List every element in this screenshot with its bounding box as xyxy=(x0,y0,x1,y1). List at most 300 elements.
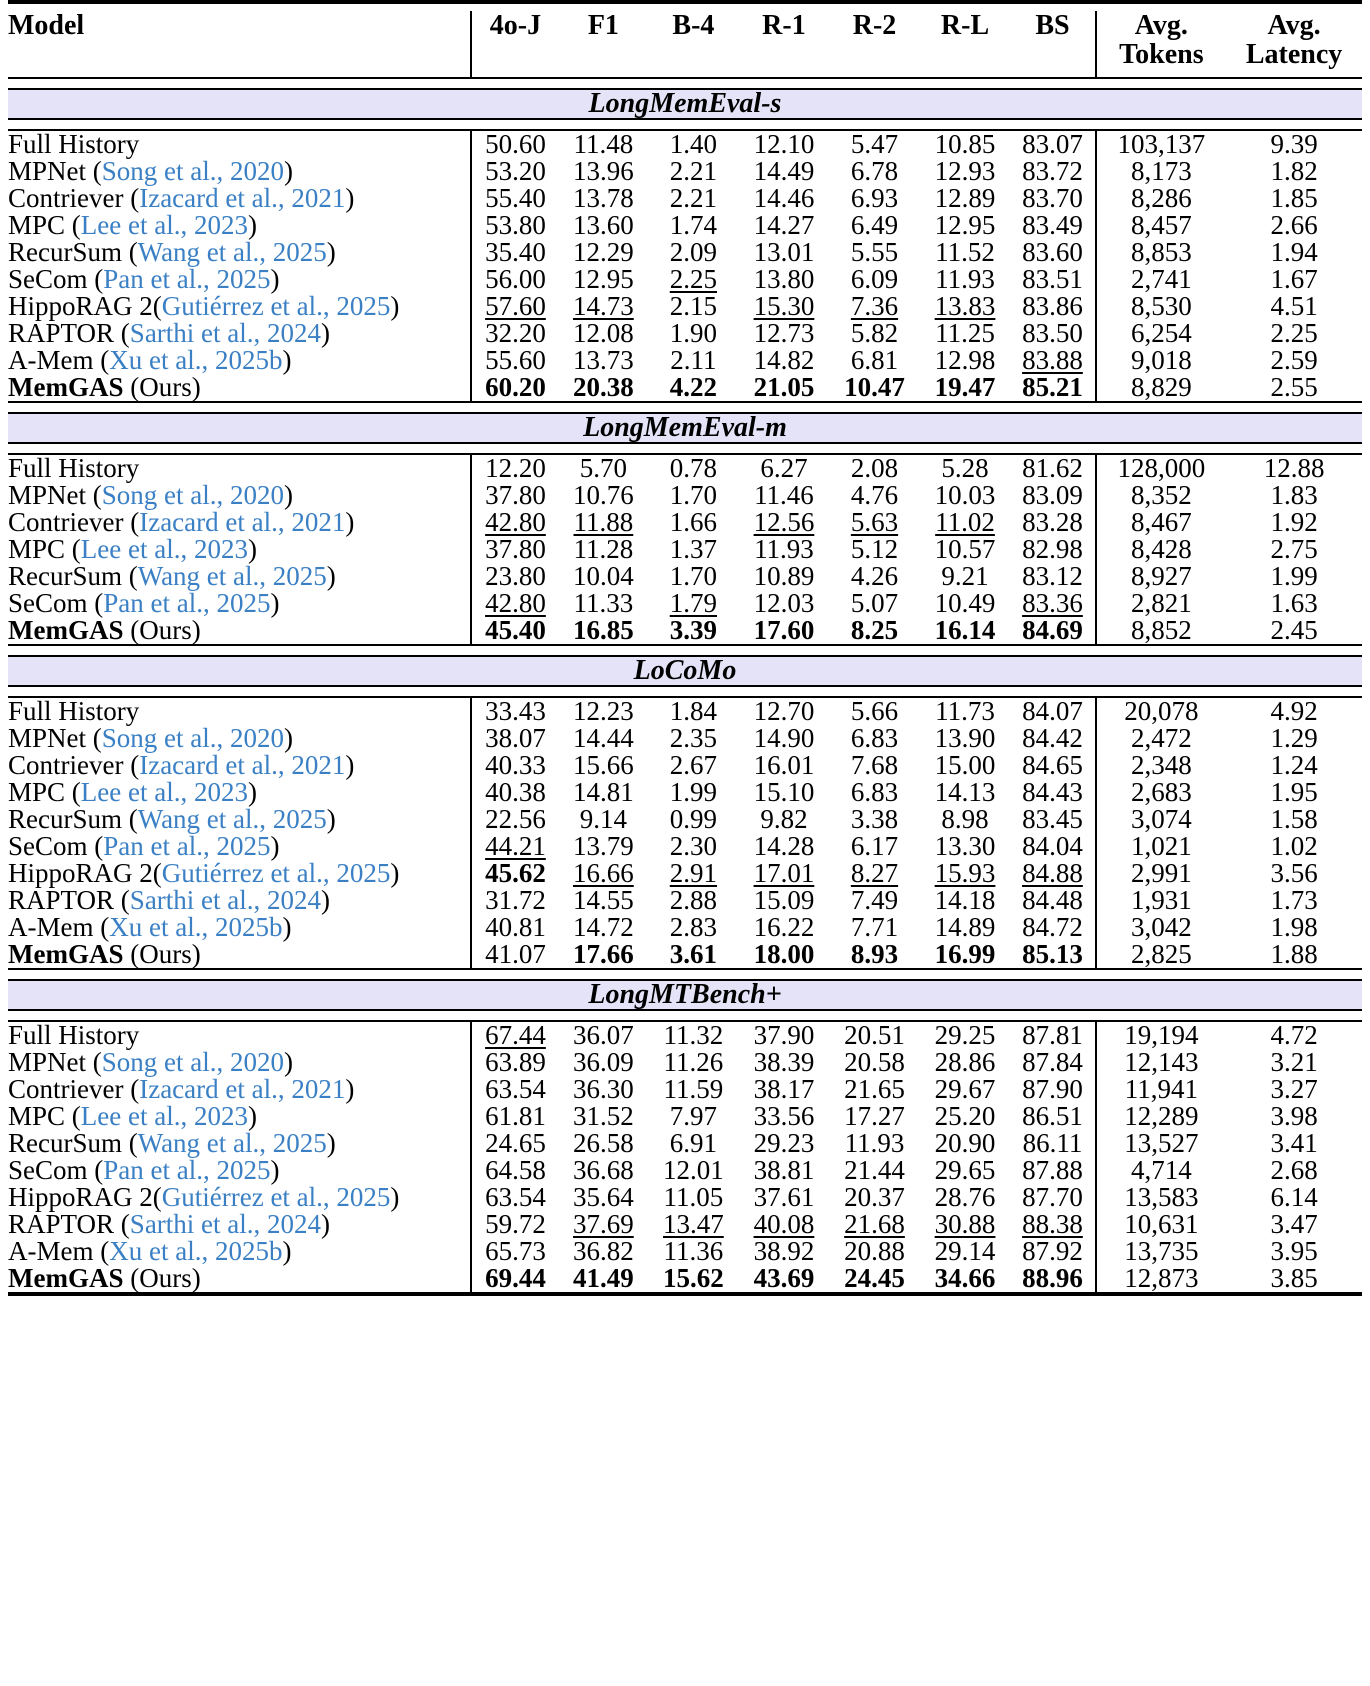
metric-cell xyxy=(829,614,920,645)
metric-value: 14.89 xyxy=(934,911,996,942)
metric-value: 20.51 xyxy=(844,1019,905,1050)
citation-link[interactable]: Gutiérrez et al., 2025 xyxy=(161,290,391,321)
metric-cell xyxy=(739,1262,830,1294)
metric-cell xyxy=(648,1208,739,1239)
model-name-cell: MPNet (Song et al., 2020) xyxy=(8,722,294,753)
metric-cell xyxy=(1226,130,1362,158)
benchmark-results-table xyxy=(8,0,1362,1302)
metric-value: 2.30 xyxy=(669,830,718,861)
citation-link[interactable]: Xu et al., 2025b xyxy=(109,1235,283,1266)
metric-value: 84.72 xyxy=(1022,911,1083,942)
metric-value: 14.13 xyxy=(934,776,996,807)
metric-value: 1.99 xyxy=(1270,560,1318,591)
metric-value: 12.08 xyxy=(573,317,634,348)
metric-value: 20.90 xyxy=(934,1127,996,1158)
metric-cell xyxy=(739,1100,830,1131)
metric-cell xyxy=(1010,749,1095,780)
metric-cell xyxy=(1226,1046,1362,1077)
metric-value: 45.62 xyxy=(485,857,546,888)
metric-cell xyxy=(829,155,920,186)
metric-cell xyxy=(1010,371,1095,402)
metric-cell xyxy=(1096,911,1227,942)
model-name-cell: Contriever (Izacard et al., 2021) xyxy=(8,506,355,537)
model-name-cell: MPC (Lee et al., 2023) xyxy=(8,209,257,240)
metric-value: 2.35 xyxy=(669,722,718,753)
metric-cell xyxy=(739,938,830,969)
metric-cell xyxy=(829,697,920,725)
metric-cell xyxy=(559,290,648,321)
citation-link[interactable]: Pan et al., 2025 xyxy=(103,830,271,861)
metric-cell xyxy=(1010,1100,1095,1131)
metric-cell xyxy=(739,344,830,375)
citation-link[interactable]: Pan et al., 2025 xyxy=(103,263,271,294)
metric-value: 83.72 xyxy=(1022,155,1083,186)
metric-value: 83.09 xyxy=(1022,479,1083,510)
metric-value: 1.73 xyxy=(1270,884,1318,915)
metric-cell xyxy=(1010,182,1095,213)
metric-cell xyxy=(1226,1235,1362,1266)
metric-value: 84.07 xyxy=(1022,695,1083,726)
metric-cell xyxy=(739,749,830,780)
metric-value: 14.82 xyxy=(753,344,815,375)
metric-value: 7.97 xyxy=(669,1100,718,1131)
metric-value: 1.88 xyxy=(1270,938,1318,969)
metric-cell xyxy=(1010,290,1095,321)
citation-link[interactable]: Xu et al., 2025b xyxy=(109,344,283,375)
metric-value: 43.69 xyxy=(753,1262,815,1293)
model-label: MPNet xyxy=(8,722,87,753)
citation-link[interactable]: Gutiérrez et al., 2025 xyxy=(161,857,391,888)
metric-value: 5.55 xyxy=(850,236,899,267)
metric-value: 3.39 xyxy=(669,614,718,645)
metric-value: 87.81 xyxy=(1022,1019,1083,1050)
model-name-cell: A-Mem (Xu et al., 2025b) xyxy=(8,1235,292,1266)
metric-value: 1.63 xyxy=(1270,587,1318,618)
metric-cell xyxy=(1226,938,1362,969)
metric-cell xyxy=(471,830,558,861)
metric-cell xyxy=(1096,454,1227,482)
model-name-cell: HippoRAG 2(Gutiérrez et al., 2025) xyxy=(8,1181,400,1212)
metric-cell xyxy=(920,1100,1011,1131)
metric-cell xyxy=(1096,803,1227,834)
metric-cell xyxy=(920,155,1011,186)
metric-value: 13.90 xyxy=(934,722,996,753)
metric-value: 29.23 xyxy=(753,1127,815,1158)
metric-cell xyxy=(1010,1021,1095,1049)
citation-link[interactable]: Izacard et al., 2021 xyxy=(139,749,346,780)
citation-link[interactable]: Izacard et al., 2021 xyxy=(139,1073,346,1104)
metric-value: 11.88 xyxy=(573,506,634,537)
metric-value: 6.09 xyxy=(850,263,899,294)
metric-cell xyxy=(1010,722,1095,753)
metric-value: 17.01 xyxy=(753,857,815,888)
table-header-row xyxy=(8,11,1362,78)
table-row xyxy=(8,1184,1362,1211)
metric-value: 3.98 xyxy=(1270,1100,1318,1131)
metric-value: 14.72 xyxy=(573,911,634,942)
metric-value: 12.23 xyxy=(573,695,634,726)
metric-value: 2,348 xyxy=(1130,749,1192,780)
metric-value: 11.28 xyxy=(573,533,634,564)
section-header-row xyxy=(8,656,1362,686)
metric-value: 12.88 xyxy=(1263,452,1325,483)
metric-cell xyxy=(1226,1154,1362,1185)
metric-cell xyxy=(559,155,648,186)
metric-value: 4.76 xyxy=(850,479,899,510)
metric-value: 12.10 xyxy=(753,128,815,159)
metric-value: 12.93 xyxy=(934,155,996,186)
column-header-model: Model xyxy=(8,10,85,41)
metric-cell xyxy=(559,317,648,348)
model-name-cell: MPNet (Song et al., 2020) xyxy=(8,1046,294,1077)
metric-value: 8.27 xyxy=(850,857,899,888)
metric-cell xyxy=(1226,1127,1362,1158)
metric-value: 55.60 xyxy=(485,344,546,375)
metric-value: 83.60 xyxy=(1022,236,1083,267)
metric-value: 83.50 xyxy=(1022,317,1083,348)
metric-value: 1.90 xyxy=(669,317,718,348)
metric-cell xyxy=(829,884,920,915)
metric-cell xyxy=(648,1073,739,1104)
metric-cell xyxy=(739,857,830,888)
model-label: MPC xyxy=(8,533,66,564)
table-row xyxy=(8,320,1362,347)
citation-link[interactable]: Izacard et al., 2021 xyxy=(139,182,346,213)
metric-cell xyxy=(1010,155,1095,186)
metric-cell xyxy=(739,1046,830,1077)
citation-link[interactable]: Pan et al., 2025 xyxy=(103,587,271,618)
metric-value: 2.67 xyxy=(669,749,718,780)
metric-cell xyxy=(559,371,648,402)
metric-value: 12.56 xyxy=(753,506,815,537)
metric-value: 21.68 xyxy=(844,1208,905,1239)
citation-link[interactable]: Song et al., 2020 xyxy=(101,722,285,753)
metric-cell xyxy=(739,1021,830,1049)
metric-value: 2.21 xyxy=(669,182,718,213)
metric-value: 1,931 xyxy=(1130,884,1192,915)
metric-cell xyxy=(471,803,558,834)
metric-cell xyxy=(471,1100,558,1131)
metric-value: 11.73 xyxy=(935,695,995,726)
citation-link[interactable]: Lee et al., 2023 xyxy=(80,776,248,807)
metric-cell xyxy=(471,533,558,564)
table-row xyxy=(8,1021,1362,1049)
metric-value: 41.49 xyxy=(573,1262,634,1293)
metric-value: 88.38 xyxy=(1022,1208,1083,1239)
metric-cell xyxy=(1010,1154,1095,1185)
table-row xyxy=(8,130,1362,158)
citation-link[interactable]: Wang et al., 2025 xyxy=(137,1127,327,1158)
metric-cell xyxy=(1096,533,1227,564)
citation-link[interactable]: Wang et al., 2025 xyxy=(137,803,327,834)
metric-value: 2,825 xyxy=(1130,938,1192,969)
citation-link[interactable]: Sarthi et al., 2024 xyxy=(129,1208,322,1239)
metric-value: 5.47 xyxy=(850,128,899,159)
metric-cell xyxy=(1226,1181,1362,1212)
metric-value: 14.81 xyxy=(573,776,634,807)
metric-cell xyxy=(648,479,739,510)
model-label: Contriever xyxy=(8,182,124,213)
metric-cell xyxy=(920,1208,1011,1239)
metric-cell xyxy=(1096,938,1227,969)
section-title-longmemeval-m: LongMemEval-m xyxy=(8,413,1362,443)
metric-cell xyxy=(1010,1046,1095,1077)
metric-cell xyxy=(471,1154,558,1185)
citation-link[interactable]: Sarthi et al., 2024 xyxy=(129,884,322,915)
metric-value: 2.45 xyxy=(1270,614,1318,645)
metric-value: 32.20 xyxy=(485,317,546,348)
metric-cell xyxy=(920,533,1011,564)
section-header-row xyxy=(8,89,1362,119)
metric-cell xyxy=(648,1100,739,1131)
metric-value: 85.21 xyxy=(1022,371,1083,402)
metric-cell xyxy=(1096,1154,1227,1185)
column-header-r-2: R-2 xyxy=(852,10,897,41)
metric-value: 83.51 xyxy=(1022,263,1083,294)
metric-cell xyxy=(1010,344,1095,375)
metric-cell xyxy=(471,1021,558,1049)
model-label: HippoRAG 2 xyxy=(8,1181,153,1212)
metric-cell xyxy=(1226,697,1362,725)
metric-value: 69.44 xyxy=(485,1262,546,1293)
model-label: MPNet xyxy=(8,155,87,186)
metric-value: 16.85 xyxy=(573,614,634,645)
metric-cell xyxy=(648,290,739,321)
metric-cell xyxy=(471,506,558,537)
metric-value: 38.17 xyxy=(753,1073,815,1104)
citation-link[interactable]: Wang et al., 2025 xyxy=(137,560,327,591)
avg-latency-line1: Avg. xyxy=(1267,10,1321,41)
citation-link[interactable]: Song et al., 2020 xyxy=(101,1046,285,1077)
metric-value: 1.66 xyxy=(669,506,718,537)
metric-cell xyxy=(471,317,558,348)
metric-value: 13.80 xyxy=(753,263,815,294)
metric-cell xyxy=(471,587,558,618)
metric-cell xyxy=(1226,1100,1362,1131)
metric-cell xyxy=(1226,209,1362,240)
metric-value: 2.68 xyxy=(1270,1154,1318,1185)
metric-cell xyxy=(739,479,830,510)
metric-value: 13.73 xyxy=(573,344,634,375)
metric-cell xyxy=(1096,1181,1227,1212)
metric-cell xyxy=(829,857,920,888)
table-row xyxy=(8,212,1362,239)
model-name-cell: HippoRAG 2(Gutiérrez et al., 2025) xyxy=(8,857,400,888)
citation-link[interactable]: Izacard et al., 2021 xyxy=(139,506,346,537)
table-row xyxy=(8,454,1362,482)
metric-cell xyxy=(648,1127,739,1158)
metric-value: 8,428 xyxy=(1130,533,1192,564)
metric-cell xyxy=(559,1073,648,1104)
metric-cell xyxy=(471,236,558,267)
metric-cell xyxy=(1226,155,1362,186)
model-label: RecurSum xyxy=(8,236,122,267)
metric-value: 87.84 xyxy=(1022,1046,1083,1077)
metric-cell xyxy=(1010,857,1095,888)
metric-value: 8,829 xyxy=(1130,371,1192,402)
metric-value: 1.83 xyxy=(1270,479,1318,510)
citation-link[interactable]: Wang et al., 2025 xyxy=(137,236,327,267)
citation-link[interactable]: Song et al., 2020 xyxy=(101,155,285,186)
metric-value: 6.91 xyxy=(669,1127,718,1158)
metric-cell xyxy=(1226,587,1362,618)
model-label: Contriever xyxy=(8,506,124,537)
metric-value: 8.93 xyxy=(850,938,899,969)
model-name-cell xyxy=(8,130,471,158)
metric-cell xyxy=(829,587,920,618)
metric-value: 5.82 xyxy=(850,317,899,348)
section-title-locomo: LoCoMo xyxy=(8,656,1362,686)
metric-cell xyxy=(648,236,739,267)
metric-value: 45.40 xyxy=(485,614,546,645)
metric-cell xyxy=(1096,155,1227,186)
metric-value: 29.25 xyxy=(934,1019,996,1050)
metric-cell xyxy=(739,697,830,725)
metric-cell xyxy=(739,1127,830,1158)
citation-link[interactable]: Sarthi et al., 2024 xyxy=(129,317,322,348)
metric-value: 7.49 xyxy=(850,884,899,915)
metric-value: 10.49 xyxy=(934,587,996,618)
metric-value: 2.08 xyxy=(850,452,899,483)
metric-value: 1.95 xyxy=(1270,776,1318,807)
metric-cell xyxy=(1010,263,1095,294)
metric-value: 10.85 xyxy=(934,128,996,159)
metric-cell xyxy=(1096,236,1227,267)
metric-cell xyxy=(471,749,558,780)
metric-cell xyxy=(648,884,739,915)
metric-cell xyxy=(559,830,648,861)
citation-link[interactable]: Xu et al., 2025b xyxy=(109,911,283,942)
metric-cell xyxy=(559,454,648,482)
metric-value: 10,631 xyxy=(1124,1208,1199,1239)
citation-link[interactable]: Song et al., 2020 xyxy=(101,479,285,510)
metric-cell xyxy=(559,1262,648,1294)
avg-latency-line2: Latency xyxy=(1245,39,1343,71)
metric-value: 21.65 xyxy=(844,1073,905,1104)
metric-value: 5.07 xyxy=(850,587,899,618)
metric-value: 24.65 xyxy=(485,1127,546,1158)
metric-value: 15.30 xyxy=(753,290,815,321)
metric-value: 3.95 xyxy=(1270,1235,1318,1266)
metric-value: 26.58 xyxy=(573,1127,634,1158)
metric-value: 4,714 xyxy=(1130,1154,1192,1185)
metric-value: 12.73 xyxy=(753,317,815,348)
metric-cell xyxy=(559,722,648,753)
table-row xyxy=(8,1076,1362,1103)
column-header-r-1: R-1 xyxy=(762,10,806,41)
metric-cell xyxy=(648,614,739,645)
metric-value: 12.98 xyxy=(934,344,996,375)
metric-value: 12.95 xyxy=(934,209,996,240)
metric-cell xyxy=(648,454,739,482)
metric-cell xyxy=(1096,857,1227,888)
metric-value: 1.29 xyxy=(1270,722,1318,753)
metric-cell xyxy=(559,938,648,969)
metric-cell xyxy=(829,776,920,807)
metric-value: 8,852 xyxy=(1130,614,1192,645)
section-header-row xyxy=(8,980,1362,1010)
metric-cell xyxy=(1096,587,1227,618)
avg-tokens-line2: Tokens xyxy=(1119,39,1204,71)
metric-value: 3.27 xyxy=(1270,1073,1318,1104)
citation-link[interactable]: Lee et al., 2023 xyxy=(80,1100,248,1131)
metric-value: 83.07 xyxy=(1022,128,1083,159)
metric-value: 17.66 xyxy=(573,938,634,969)
metric-cell xyxy=(648,803,739,834)
metric-value: 13.96 xyxy=(573,155,634,186)
model-label: RecurSum xyxy=(8,560,122,591)
citation-link[interactable]: Lee et al., 2023 xyxy=(80,209,248,240)
metric-value: 11.25 xyxy=(935,317,995,348)
metric-value: 24.45 xyxy=(844,1262,905,1293)
metric-cell xyxy=(829,182,920,213)
metric-cell xyxy=(920,587,1011,618)
metric-value: 14.27 xyxy=(753,209,815,240)
metric-cell xyxy=(1010,317,1095,348)
metric-cell xyxy=(1226,803,1362,834)
metric-value: 56.00 xyxy=(485,263,546,294)
metric-cell xyxy=(559,587,648,618)
model-name-cell xyxy=(8,454,471,482)
metric-value: 40.81 xyxy=(485,911,546,942)
metric-value: 2,741 xyxy=(1130,263,1192,294)
metric-value: 3.38 xyxy=(850,803,899,834)
column-header-f1: F1 xyxy=(587,10,619,41)
metric-cell xyxy=(1226,776,1362,807)
metric-value: 2.09 xyxy=(669,236,718,267)
metric-cell xyxy=(559,749,648,780)
metric-value: 8.25 xyxy=(850,614,899,645)
metric-value: 2.91 xyxy=(669,857,718,888)
metric-value: 19.47 xyxy=(934,371,996,402)
model-label: A-Mem xyxy=(8,1235,94,1266)
model-name-cell: MPNet (Song et al., 2020) xyxy=(8,479,294,510)
metric-cell xyxy=(559,911,648,942)
model-name-cell: A-Mem (Xu et al., 2025b) xyxy=(8,911,292,942)
metric-value: 83.28 xyxy=(1022,506,1083,537)
citation-link[interactable]: Gutiérrez et al., 2025 xyxy=(161,1181,391,1212)
metric-value: 3.56 xyxy=(1270,857,1318,888)
model-label: Contriever xyxy=(8,1073,124,1104)
metric-value: 35.40 xyxy=(485,236,546,267)
metric-cell xyxy=(559,130,648,158)
metric-cell xyxy=(920,614,1011,645)
metric-cell xyxy=(471,130,558,158)
metric-value: 12.20 xyxy=(485,452,546,483)
metric-value: 83.70 xyxy=(1022,182,1083,213)
metric-cell xyxy=(471,155,558,186)
metric-value: 20,078 xyxy=(1124,695,1199,726)
model-label: RAPTOR xyxy=(8,1208,115,1239)
metric-cell xyxy=(920,371,1011,402)
citation-link[interactable]: Pan et al., 2025 xyxy=(103,1154,271,1185)
table-row xyxy=(8,1238,1362,1265)
metric-value: 8,467 xyxy=(1130,506,1192,537)
metric-value: 8,530 xyxy=(1130,290,1192,321)
metric-cell xyxy=(739,155,830,186)
metric-cell xyxy=(1010,1262,1095,1294)
metric-value: 6.93 xyxy=(850,182,899,213)
citation-link[interactable]: Lee et al., 2023 xyxy=(80,533,248,564)
table-row xyxy=(8,697,1362,725)
metric-cell xyxy=(739,236,830,267)
metric-value: 6.78 xyxy=(850,155,899,186)
metric-cell xyxy=(739,722,830,753)
metric-cell xyxy=(1096,1100,1227,1131)
metric-cell xyxy=(1226,236,1362,267)
metric-value: 8.98 xyxy=(941,803,989,834)
model-name-cell: Contriever (Izacard et al., 2021) xyxy=(8,1073,355,1104)
